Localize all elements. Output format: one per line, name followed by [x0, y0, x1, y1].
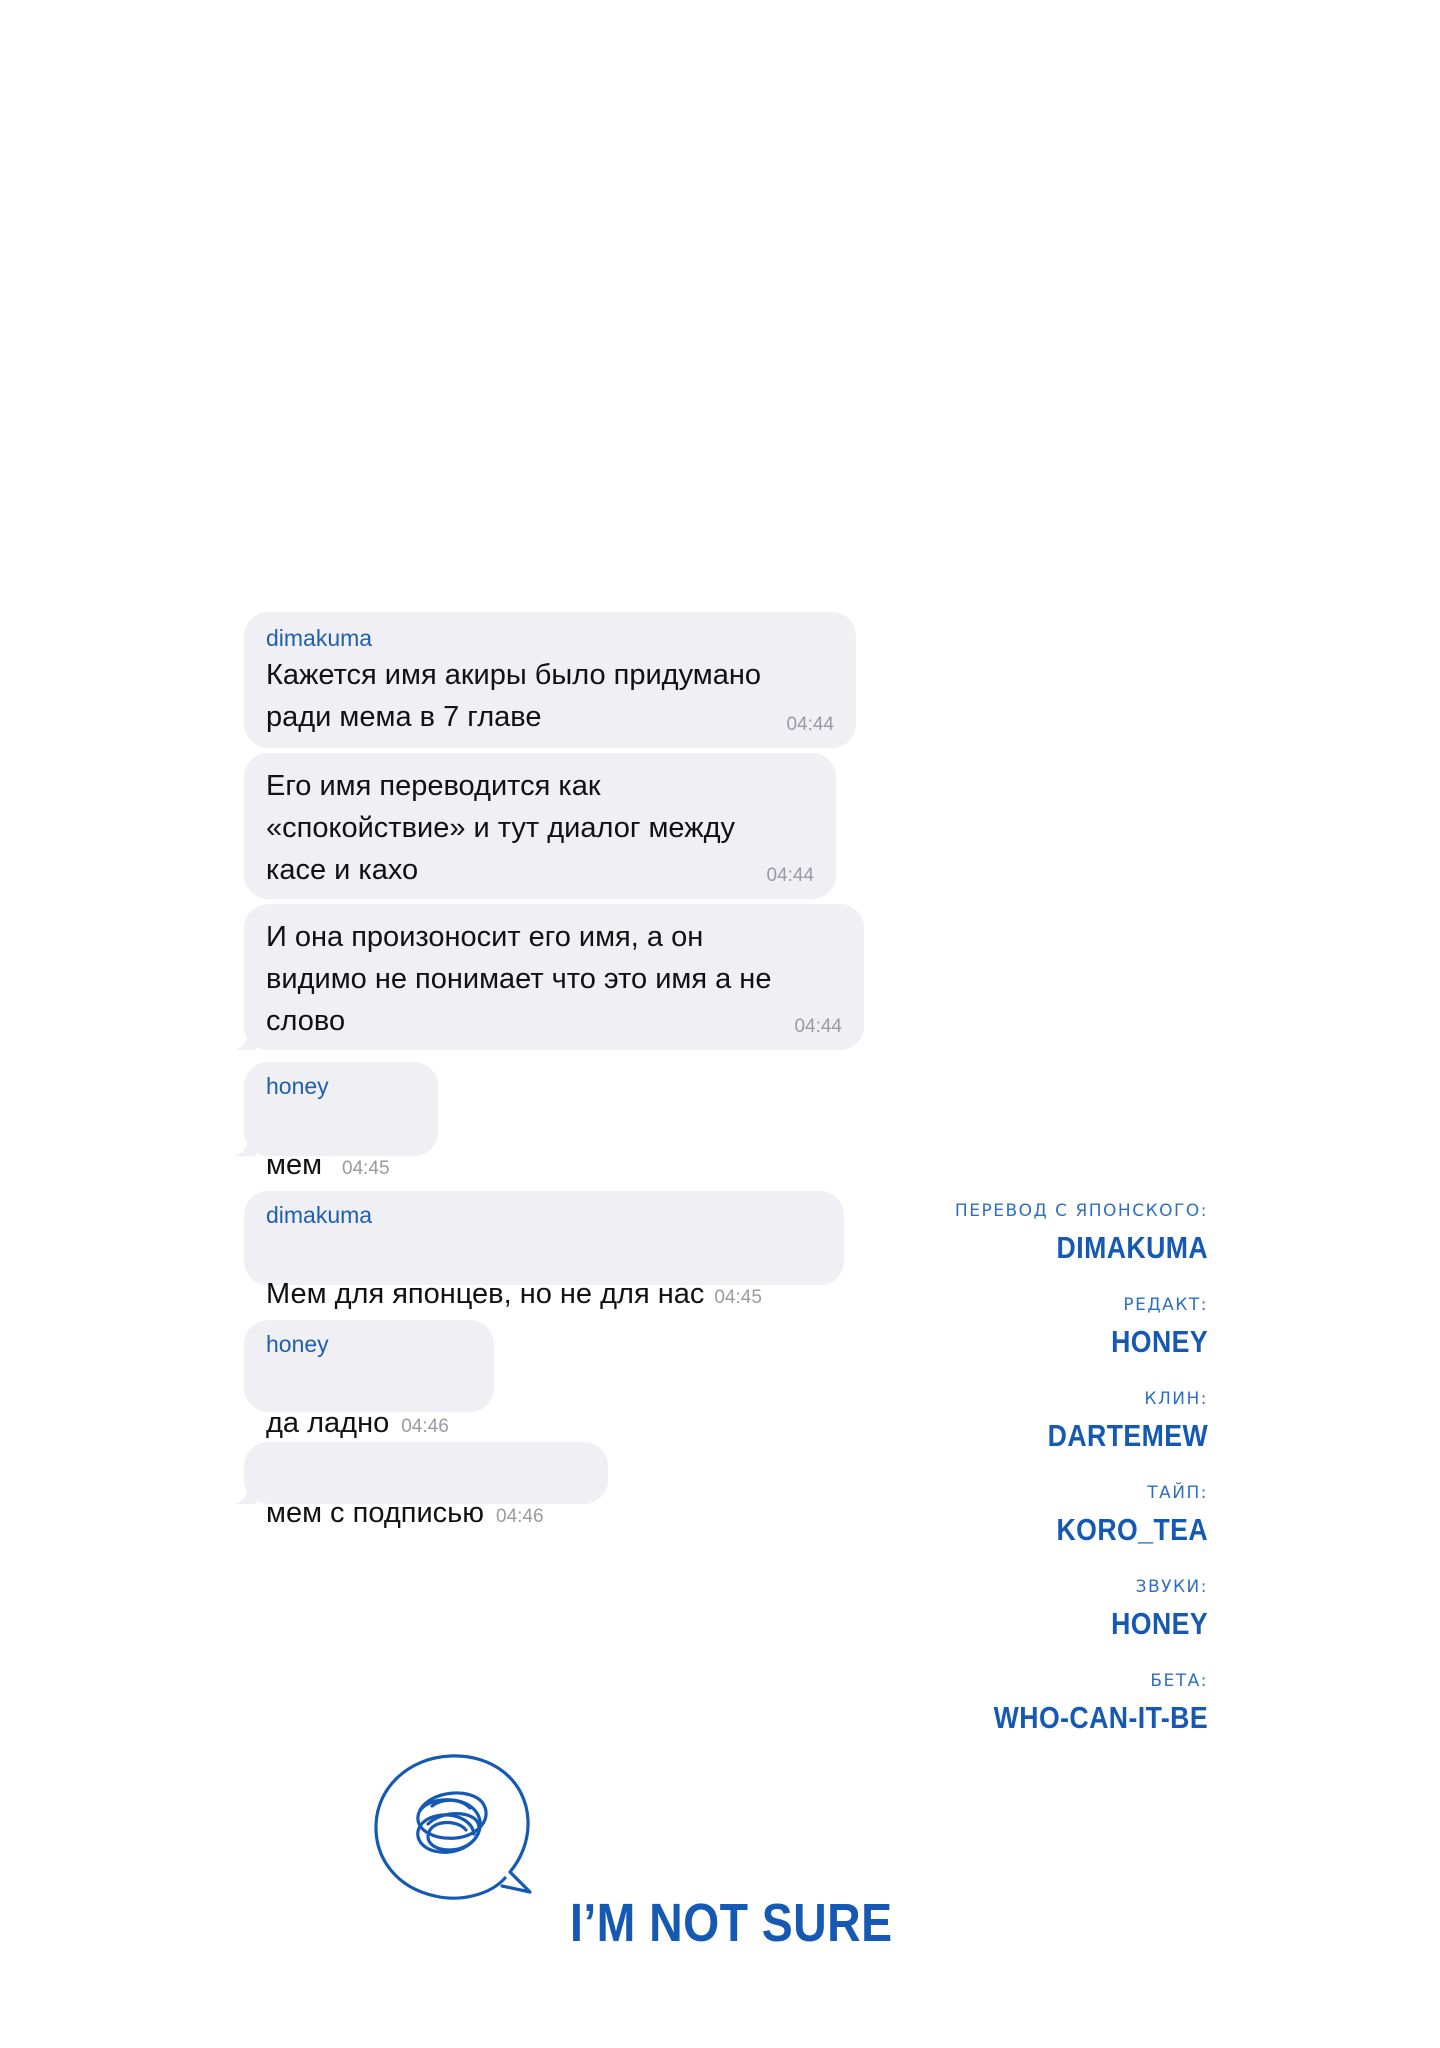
message-time: 04:46 [401, 1416, 449, 1437]
credit-role: КЛИН: [1144, 1389, 1208, 1409]
message-text-line [266, 1360, 472, 1444]
sender-name[interactable]: dimakuma [266, 625, 373, 651]
message-bubble[interactable] [244, 1320, 494, 1439]
message-row [236, 1320, 876, 1437]
message-row [236, 753, 876, 899]
message-time: 04:44 [786, 714, 834, 735]
credit-name: WHO-CAN-IT-BE [993, 1700, 1208, 1735]
message-text: Мем для японцев, но не для нас [266, 1278, 705, 1310]
sender-name[interactable]: dimakuma [266, 1202, 373, 1228]
message-bubble[interactable] [244, 1191, 844, 1310]
message-bubble[interactable] [244, 612, 856, 748]
message-text-line [266, 1450, 586, 1534]
bubble-tail-icon [234, 1136, 256, 1156]
sender-name[interactable]: honey [266, 1331, 329, 1357]
message-text-line [266, 1102, 416, 1186]
credit-role: ПЕРЕВОД С ЯПОНСКОГО: [954, 1201, 1208, 1221]
credit-name: HONEY [1111, 1324, 1208, 1359]
message-time: 04:45 [714, 1287, 762, 1308]
message-time: 04:45 [342, 1158, 390, 1179]
speech-bubble-scribble-icon [370, 1750, 540, 1910]
sender-name[interactable]: honey [266, 1073, 329, 1099]
message-time: 04:46 [496, 1506, 544, 1527]
message-text: Его имя переводится как «спокойствие» и тут диалог между касе и кахо [266, 770, 736, 886]
message-row [236, 1191, 876, 1308]
message-text: мем с подписью [266, 1497, 484, 1529]
chat-thread [236, 612, 876, 1532]
message-row [236, 612, 876, 748]
message-row [236, 1062, 876, 1179]
message-bubble[interactable] [244, 753, 836, 899]
message-time: 04:44 [766, 865, 814, 886]
credit-name: DARTEMEW [1047, 1418, 1208, 1453]
credit-name: KORO_TEA [1056, 1512, 1208, 1547]
credit-role: РЕДАКТ: [1123, 1295, 1208, 1315]
credits-list [955, 1200, 1208, 1738]
brand-logo-text: I’M NOT SURE [570, 1893, 893, 1953]
message-bubble[interactable] [244, 904, 864, 1050]
message-row [236, 904, 876, 1050]
message-text: И она произоносит его имя, а он видимо не понимает что это имя а не слово [266, 921, 772, 1037]
message-row [236, 1442, 876, 1527]
bubble-tail-icon [234, 1030, 256, 1050]
message-text: Кажется имя акиры было придумано ради мема в 7 главе [266, 659, 761, 733]
credit-role: БЕТА: [1150, 1671, 1208, 1691]
bubble-tail-icon [234, 1484, 256, 1504]
message-bubble[interactable] [244, 1442, 608, 1529]
credit-name: DIMAKUMA [1056, 1230, 1208, 1265]
message-bubble[interactable] [244, 1062, 438, 1181]
message-time: 04:44 [794, 1016, 842, 1037]
message-text-line [266, 1231, 822, 1315]
credit-role: ТАЙП: [1147, 1483, 1208, 1503]
message-text: да ладно [266, 1407, 390, 1439]
message-text: мем [266, 1149, 323, 1181]
credit-role: ЗВУКИ: [1135, 1577, 1208, 1597]
credit-name: HONEY [1111, 1606, 1208, 1641]
